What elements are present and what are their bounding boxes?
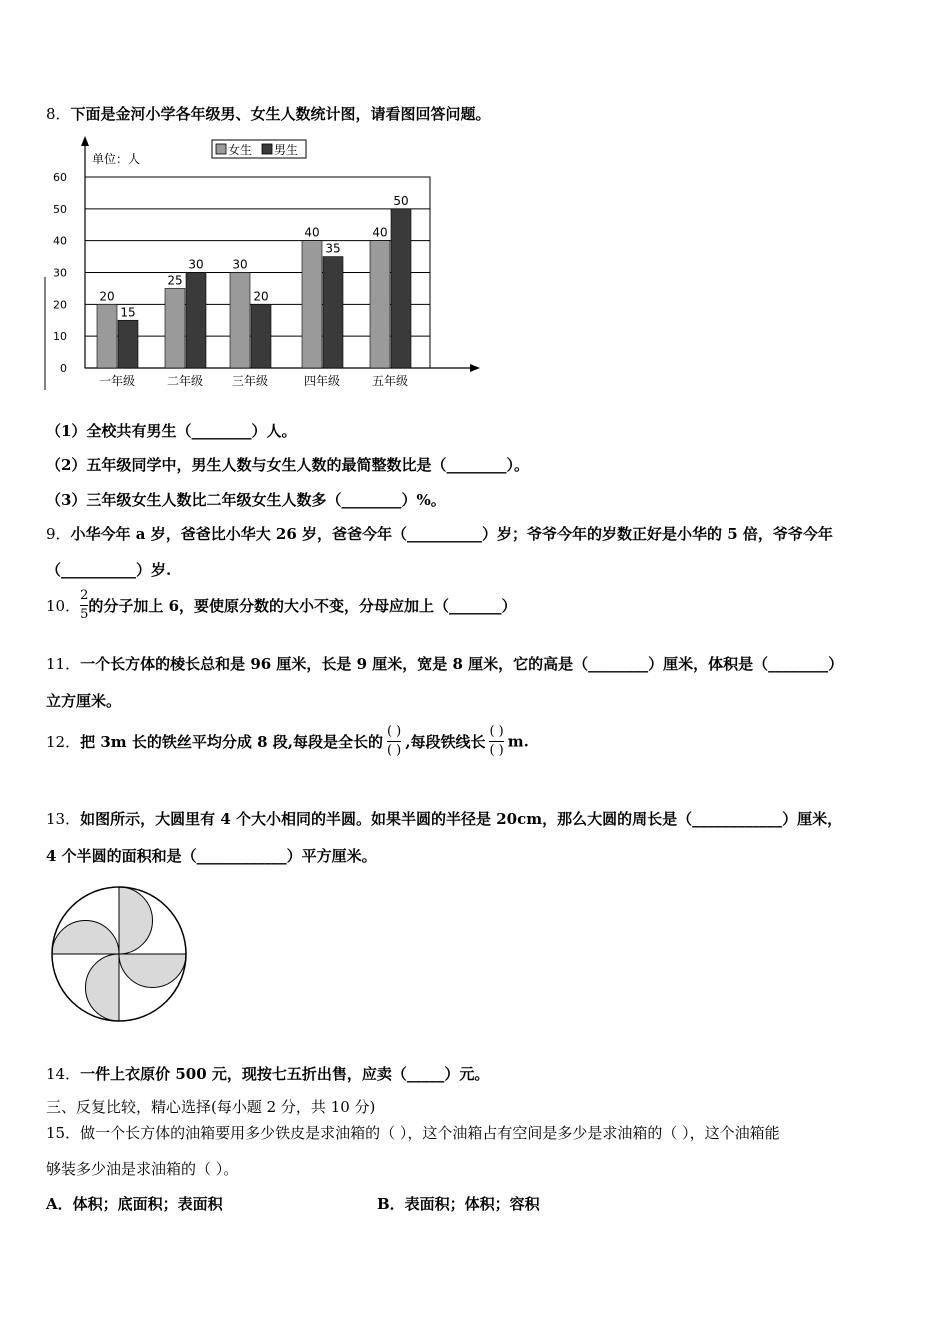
- q10-fraction: $\frac{2}{5}$: [80, 588, 89, 622]
- category-label: 二年级: [166, 374, 204, 388]
- q8-number: 8．: [46, 105, 71, 123]
- q13-number: 13．: [46, 810, 81, 828]
- bar: [391, 209, 411, 368]
- bar-value-label: 40: [304, 225, 320, 240]
- q8-sub3: （3）三年级女生人数比二年级女生人数多（________）%。: [46, 491, 446, 509]
- q15-line1: 15．做一个长方体的油箱要用多少铁皮是求油箱的（ ），这个油箱占有空间是多少是求油箱的（ ），这个油箱能: [46, 1124, 780, 1142]
- category-label: 三年级: [231, 374, 269, 388]
- bar-value-label: 20: [99, 289, 115, 304]
- y-tick-label: 0: [60, 362, 67, 375]
- q12-line: 12．把 3m 长的铁丝平均分成 8 段,每段是全长的 $\frac{( )}{( )}$ ,每段铁线长 $\frac{( )}{( )}$ m.: [46, 724, 529, 758]
- q9-line1: 9．小华今年 a 岁，爸爸比小华大 26 岁，爸爸今年（__________）岁；爷爷今年的岁数正好是小华的 5 倍，爷爷今年: [46, 525, 833, 543]
- category-label: 四年级: [303, 374, 341, 388]
- bar-value-label: 30: [232, 257, 248, 272]
- bar-value-label: 15: [120, 305, 136, 320]
- q13-line1: 13．如图所示，大圆里有 4 个大小相同的半圆。如果半圆的半径是 20cm，那么大圆的周长是（____________）厘米，: [46, 810, 843, 828]
- y-tick-label: 60: [53, 171, 67, 184]
- bar: [251, 304, 271, 368]
- q12-fraction-blank-2: $\frac{( )}{( )}$: [489, 724, 504, 758]
- q14-number: 14．: [46, 1065, 81, 1083]
- y-axis-arrow: [81, 136, 89, 146]
- bar-value-label: 25: [167, 273, 183, 288]
- shaded-semicircle-bottom: [86, 954, 120, 1021]
- q12-number: 12．: [46, 733, 81, 751]
- bar-value-label: 50: [393, 193, 409, 208]
- category-label: 一年级: [98, 374, 136, 388]
- legend-swatch: [262, 144, 272, 154]
- circle-semicircles-figure: [48, 883, 190, 1025]
- x-axis-arrow: [470, 364, 480, 372]
- bar: [302, 241, 322, 368]
- q14-line: 14．一件上衣原价 500 元，现按七五折出售，应卖（_____）元。: [46, 1065, 490, 1083]
- shaded-semicircle-top: [119, 887, 152, 954]
- section-3-title: 三、反复比较，精心选择(每小题 2 分，共 10 分): [46, 1098, 376, 1116]
- shaded-semicircle-right: [119, 954, 186, 988]
- q15-option-b[interactable]: B．表面积；体积；容积: [377, 1195, 540, 1213]
- q8-sub1: （1）全校共有男生（________）人。: [46, 422, 297, 440]
- bar: [97, 304, 117, 368]
- bar-value-label: 35: [325, 241, 341, 256]
- bar: [165, 288, 185, 368]
- q10-number: 10．: [46, 597, 81, 615]
- unit-label: 单位：人: [92, 152, 141, 166]
- legend-swatch: [216, 144, 226, 154]
- q8-sub2: （2）五年级同学中，男生人数与女生人数的最简整数比是（________）。: [46, 456, 529, 474]
- q15-line2: 够装多少油是求油箱的（ ）。: [46, 1160, 239, 1178]
- q12-fraction-blank-1: $\frac{( )}{( )}$: [386, 724, 402, 758]
- q13-line2: 4 个半圆的面积和是（____________）平方厘米。: [46, 847, 377, 865]
- bar-value-label: 20: [253, 289, 269, 304]
- y-tick-label: 50: [53, 202, 67, 216]
- bar-value-label: 30: [188, 257, 204, 272]
- q8-stem: 8．下面是金河小学各年级男、女生人数统计图，请看图回答问题。: [46, 105, 491, 123]
- bar: [118, 320, 138, 368]
- y-tick-label: 10: [53, 330, 67, 344]
- q15-option-a[interactable]: A．体积；底面积；表面积: [46, 1195, 223, 1213]
- q11-number: 11．: [46, 655, 81, 673]
- bar: [370, 241, 390, 368]
- shaded-semicircle-left: [52, 921, 119, 954]
- bar: [186, 273, 206, 369]
- bar: [230, 273, 250, 369]
- q9-line2: （__________）岁.: [46, 561, 172, 579]
- legend-label: 男生: [274, 143, 299, 157]
- y-tick-label: 20: [53, 298, 67, 312]
- q11-line1: 11．一个长方体的棱长总和是 96 厘米，长是 9 厘米，宽是 8 厘米，它的高是（________）厘米，体积是（________）: [46, 655, 844, 673]
- bar-chart: [40, 132, 490, 394]
- y-tick-label: 40: [53, 234, 67, 248]
- q10-line: 10． $\frac{2}{5}$ 的分子加上 6，要使原分数的大小不变，分母应加上（_______）: [46, 588, 517, 622]
- legend-label: 女生: [228, 143, 253, 157]
- category-label: 五年级: [371, 374, 409, 388]
- q15-number: 15．: [46, 1124, 81, 1142]
- bar-value-label: 40: [372, 225, 388, 240]
- y-tick-label: 30: [53, 266, 67, 280]
- q9-number: 9．: [46, 525, 71, 543]
- bar: [323, 257, 343, 368]
- q11-line2: 立方厘米。: [46, 692, 122, 710]
